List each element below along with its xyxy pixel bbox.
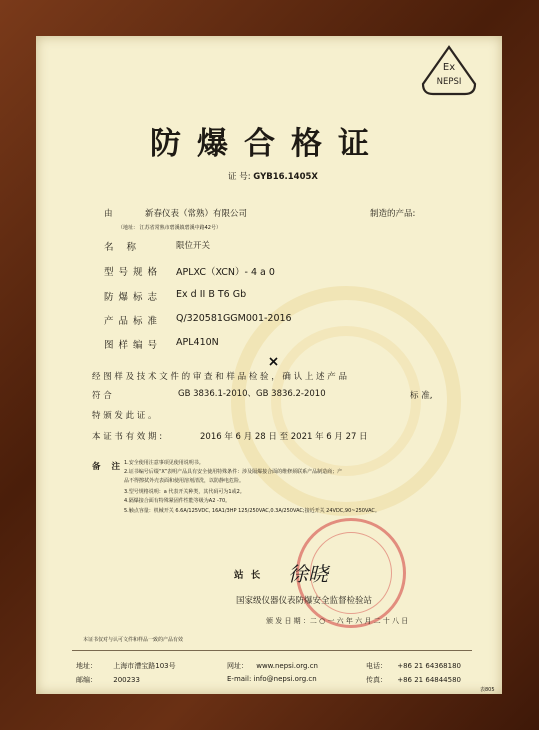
statement-line-2-suffix: 标 准, xyxy=(410,391,433,401)
footer-website[interactable]: www.nepsi.org.cn xyxy=(256,662,318,670)
footer-postcode-label: 邮编： xyxy=(76,676,97,684)
applicant-address: （地址： 江苏省常熟市碧溪镇碧溪中路42号） xyxy=(118,225,221,231)
footer-postcode: 200233 xyxy=(113,676,140,684)
statement-line-3: 特 颁 发 此 证 。 xyxy=(92,411,157,421)
footer-address: 上海市漕宝路103号 xyxy=(113,662,176,670)
applicant-label: 由 xyxy=(104,209,113,219)
field-value-drawing: APL410N xyxy=(176,337,219,348)
footer-tel: +86 21 64368180 xyxy=(397,662,461,670)
remark-item: 品不得擦拭外壳表面和使用溶剂清洗，以防静电危险。 xyxy=(124,478,245,484)
footer-email[interactable]: info@nepsi.org.cn xyxy=(253,675,317,683)
remark-item: 2.证书编号后缀“X”表明产品具有安全使用特殊条件：涉及隔爆接合面的维修须联系产品制造商；产 xyxy=(124,469,343,475)
field-value-ex-marking: Ex d II B T6 Gb xyxy=(176,289,247,300)
remark-item: 4.隔爆接合面有特殊紧固件性能等级为A2 -70。 xyxy=(124,498,231,504)
field-value-standard: Q/320581GGM001-2016 xyxy=(176,313,292,324)
statement-line-2-prefix: 符 合 xyxy=(92,391,112,401)
cert-no-value: GYB16.1405X xyxy=(253,172,318,182)
issue-date: 颁 发 日 期 ：二 ○ 一 六 年 六 月 二 十 八 日 xyxy=(266,617,409,625)
nepsi-badge-icon xyxy=(420,44,478,98)
handwritten-signature: 徐晓 xyxy=(288,562,328,586)
applicant-name: 新春仪表（常熟）有限公司 xyxy=(145,209,248,219)
field-label-standard: 产品标准 xyxy=(104,316,163,327)
watermark-inner-ring xyxy=(271,326,421,476)
field-value-name: 限位开关 xyxy=(176,241,211,251)
station-head-label: 站 长 xyxy=(234,570,263,581)
remarks-label: 备 注 xyxy=(92,462,124,472)
field-label-model: 型号规格 xyxy=(104,267,163,278)
footer-address-label: 地址： xyxy=(76,662,97,670)
footer-tel-label: 电话： xyxy=(366,662,387,670)
footer-fax-label: 传真： xyxy=(366,676,387,684)
remark-item: 3.型号规格说明：a 代表开关种类，其代码可为1或2。 xyxy=(124,489,245,495)
validity-note: 本证书仅对与认可文件和样品一致的产品有效 xyxy=(83,637,184,643)
field-label-ex-marking: 防爆标志 xyxy=(104,292,163,303)
remark-item: 5.触点容量：机械开关 6.6A/125VDC, 16A1/3HP 125/250VAC,0.3A/250VAC;接近开关 24VDC,90~250VAC。 xyxy=(124,508,380,514)
field-value-model: APLXC（XCN）- 4 a 0 xyxy=(176,267,275,278)
form-code: 表805 xyxy=(480,687,495,693)
remark-item: 1.安全使用注意事项见使用说明书。 xyxy=(124,460,204,466)
field-label-name: 名 称 xyxy=(104,242,142,253)
field-label-drawing: 图样编号 xyxy=(104,340,163,351)
cert-no-label: 证 号: xyxy=(228,172,251,182)
footer-email-label: E-mail: xyxy=(227,675,252,683)
badge-ex-text: Ex xyxy=(442,62,456,73)
cursor-cross-icon xyxy=(269,357,278,366)
product-of-label: 制造的产品: xyxy=(370,209,416,219)
standards-value: GB 3836.1-2010、GB 3836.2-2010 xyxy=(178,389,326,399)
footer-fax: +86 21 64844580 xyxy=(397,676,461,684)
badge-nepsi-text: NEPSI xyxy=(436,77,462,87)
validity-value: 2016 年 6 月 28 日 至 2021 年 6 月 27 日 xyxy=(200,432,368,442)
statement-line-1: 经 图 样 及 技 术 文 件 的 审 查 和 样 品 检 验 ， 确 认 上 述 产 品 xyxy=(92,372,347,382)
footer-website-label: 网址： xyxy=(227,662,248,670)
footer-divider xyxy=(72,650,472,651)
issuing-authority: 国家级仪器仪表防爆安全监督检验站 xyxy=(236,596,373,606)
certificate-title: 防爆合格证 xyxy=(150,126,385,162)
validity-label: 本 证 书 有 效 期 : xyxy=(92,432,163,442)
